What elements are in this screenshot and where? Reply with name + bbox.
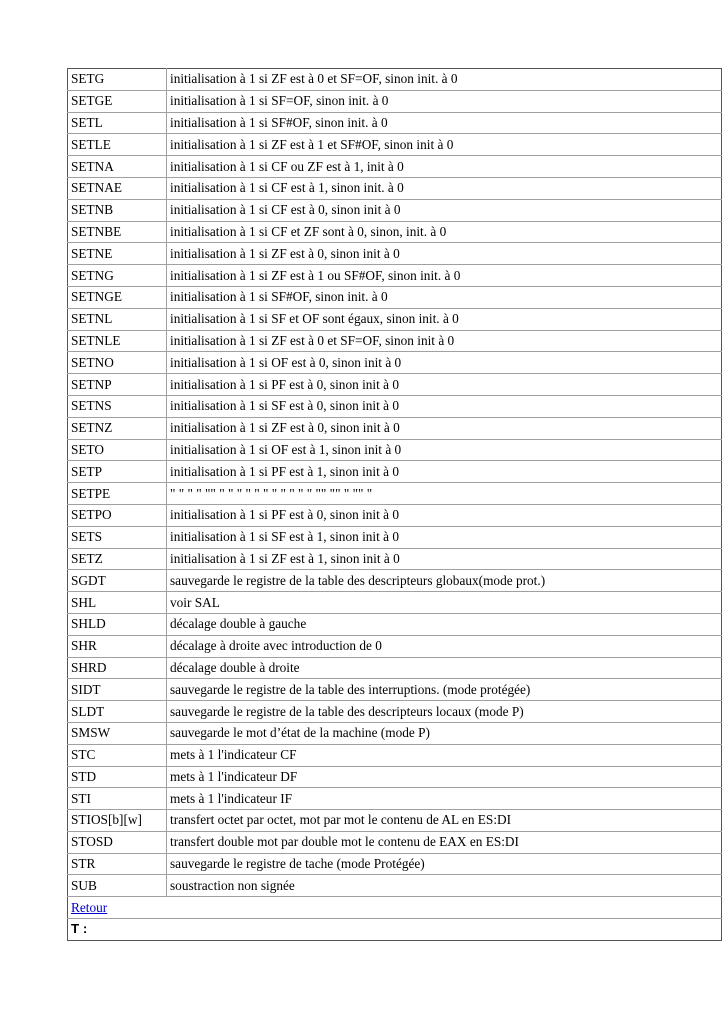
- table-row: [68, 810, 722, 832]
- table-row: [68, 504, 722, 526]
- description-cell: mets à 1 l'indicateur DF: [167, 766, 722, 788]
- table-row: [68, 156, 722, 178]
- table-row: [68, 919, 722, 941]
- mnemonic-cell: SETS: [68, 526, 167, 548]
- table-row: [68, 90, 722, 112]
- mnemonic-cell: SETNE: [68, 243, 167, 265]
- description-cell: initialisation à 1 si OF est à 1, sinon init à 0: [167, 439, 722, 461]
- mnemonic-cell: SGDT: [68, 570, 167, 592]
- table-row: [68, 657, 722, 679]
- mnemonic-cell: SETZ: [68, 548, 167, 570]
- table-row: [68, 112, 722, 134]
- description-cell: initialisation à 1 si ZF est à 0, sinon init à 0: [167, 243, 722, 265]
- description-cell: mets à 1 l'indicateur IF: [167, 788, 722, 810]
- mnemonic-cell: SETNAE: [68, 177, 167, 199]
- table-row: [68, 308, 722, 330]
- table-row: [68, 330, 722, 352]
- table-row: [68, 286, 722, 308]
- description-cell: décalage à droite avec introduction de 0: [167, 635, 722, 657]
- table-row: [68, 570, 722, 592]
- description-cell: initialisation à 1 si CF est à 1, sinon init. à 0: [167, 177, 722, 199]
- table-row: [68, 69, 722, 91]
- mnemonic-cell: SETNA: [68, 156, 167, 178]
- mnemonic-cell: SUB: [68, 875, 167, 897]
- description-cell: voir SAL: [167, 592, 722, 614]
- description-cell: initialisation à 1 si SF=OF, sinon init. à 0: [167, 90, 722, 112]
- mnemonic-cell: STI: [68, 788, 167, 810]
- back-link[interactable]: Retour: [71, 899, 108, 915]
- back-link-cell: [68, 897, 722, 919]
- description-cell: transfert double mot par double mot le contenu de EAX en ES:DI: [167, 831, 722, 853]
- description-cell: transfert octet par octet, mot par mot le contenu de AL en ES:DI: [167, 810, 722, 832]
- mnemonic-cell: SETPO: [68, 504, 167, 526]
- table-row: [68, 897, 722, 919]
- section-heading: T :: [68, 919, 722, 941]
- description-cell: initialisation à 1 si SF et OF sont égaux, sinon init. à 0: [167, 308, 722, 330]
- mnemonic-cell: SETLE: [68, 134, 167, 156]
- mnemonic-cell: SETNB: [68, 199, 167, 221]
- description-cell: initialisation à 1 si OF est à 0, sinon init à 0: [167, 352, 722, 374]
- description-cell: initialisation à 1 si SF est à 1, sinon init à 0: [167, 526, 722, 548]
- mnemonic-cell: SHL: [68, 592, 167, 614]
- mnemonic-cell: SETNZ: [68, 417, 167, 439]
- mnemonic-cell: STIOS[b][w]: [68, 810, 167, 832]
- description-cell: initialisation à 1 si ZF est à 1, sinon init à 0: [167, 548, 722, 570]
- description-cell: initialisation à 1 si PF est à 0, sinon init à 0: [167, 374, 722, 396]
- table-row: [68, 199, 722, 221]
- mnemonic-cell: SETNO: [68, 352, 167, 374]
- table-row: [68, 483, 722, 505]
- description-cell: mets à 1 l'indicateur CF: [167, 744, 722, 766]
- mnemonic-cell: SETL: [68, 112, 167, 134]
- table-row: [68, 788, 722, 810]
- table-row: [68, 352, 722, 374]
- mnemonic-cell: STC: [68, 744, 167, 766]
- table-row: [68, 439, 722, 461]
- description-cell: sauvegarde le mot d’état de la machine (mode P): [167, 722, 722, 744]
- table-row: [68, 134, 722, 156]
- description-cell: soustraction non signée: [167, 875, 722, 897]
- description-cell: initialisation à 1 si SF#OF, sinon init. à 0: [167, 286, 722, 308]
- mnemonic-cell: SETO: [68, 439, 167, 461]
- table-row: [68, 831, 722, 853]
- mnemonic-cell: SLDT: [68, 701, 167, 723]
- mnemonic-cell: SETPE: [68, 483, 167, 505]
- description-cell: initialisation à 1 si PF est à 0, sinon init à 0: [167, 504, 722, 526]
- table-row: [68, 461, 722, 483]
- mnemonic-cell: SETNS: [68, 395, 167, 417]
- description-cell: initialisation à 1 si ZF est à 0 et SF=OF, sinon init. à 0: [167, 69, 722, 91]
- description-cell: " " " " "" " " " " " " " " " " " "" "" " "" ": [167, 483, 722, 505]
- mnemonic-cell: STD: [68, 766, 167, 788]
- mnemonic-cell: SETP: [68, 461, 167, 483]
- description-cell: initialisation à 1 si ZF est à 0, sinon init à 0: [167, 417, 722, 439]
- mnemonic-cell: SETGE: [68, 90, 167, 112]
- description-cell: sauvegarde le registre de tache (mode Protégée): [167, 853, 722, 875]
- table-row: [68, 875, 722, 897]
- description-cell: initialisation à 1 si CF est à 0, sinon init à 0: [167, 199, 722, 221]
- mnemonic-cell: SETG: [68, 69, 167, 91]
- table-row: [68, 221, 722, 243]
- table-row: [68, 243, 722, 265]
- mnemonic-cell: STR: [68, 853, 167, 875]
- table-row: [68, 766, 722, 788]
- table-row: [68, 701, 722, 723]
- mnemonic-cell: SHRD: [68, 657, 167, 679]
- mnemonic-cell: SIDT: [68, 679, 167, 701]
- table-row: [68, 417, 722, 439]
- description-cell: sauvegarde le registre de la table des interruptions. (mode protégée): [167, 679, 722, 701]
- table-row: [68, 592, 722, 614]
- mnemonic-cell: SETNL: [68, 308, 167, 330]
- description-cell: sauvegarde le registre de la table des descripteurs globaux(mode prot.): [167, 570, 722, 592]
- description-cell: décalage double à droite: [167, 657, 722, 679]
- mnemonic-cell: STOSD: [68, 831, 167, 853]
- table-row: [68, 265, 722, 287]
- description-cell: initialisation à 1 si SF est à 0, sinon init à 0: [167, 395, 722, 417]
- mnemonic-cell: SMSW: [68, 722, 167, 744]
- mnemonic-cell: SETNG: [68, 265, 167, 287]
- table-row: [68, 744, 722, 766]
- description-cell: initialisation à 1 si CF ou ZF est à 1, init à 0: [167, 156, 722, 178]
- mnemonic-cell: SHLD: [68, 613, 167, 635]
- table-row: [68, 722, 722, 744]
- mnemonic-cell: SETNLE: [68, 330, 167, 352]
- description-cell: décalage double à gauche: [167, 613, 722, 635]
- table-row: [68, 374, 722, 396]
- mnemonic-cell: SETNP: [68, 374, 167, 396]
- description-cell: initialisation à 1 si CF et ZF sont à 0, sinon, init. à 0: [167, 221, 722, 243]
- mnemonic-cell: SHR: [68, 635, 167, 657]
- table-row: [68, 548, 722, 570]
- description-cell: initialisation à 1 si ZF est à 0 et SF=OF, sinon init à 0: [167, 330, 722, 352]
- instruction-table-body: [68, 69, 722, 941]
- table-row: [68, 526, 722, 548]
- description-cell: initialisation à 1 si SF#OF, sinon init. à 0: [167, 112, 722, 134]
- description-cell: initialisation à 1 si ZF est à 1 ou SF#OF, sinon init. à 0: [167, 265, 722, 287]
- description-cell: sauvegarde le registre de la table des descripteurs locaux (mode P): [167, 701, 722, 723]
- table-row: [68, 635, 722, 657]
- table-row: [68, 395, 722, 417]
- instruction-table: [67, 68, 722, 941]
- mnemonic-cell: SETNBE: [68, 221, 167, 243]
- mnemonic-cell: SETNGE: [68, 286, 167, 308]
- description-cell: initialisation à 1 si PF est à 1, sinon init à 0: [167, 461, 722, 483]
- table-row: [68, 613, 722, 635]
- table-row: [68, 853, 722, 875]
- table-row: [68, 679, 722, 701]
- table-row: [68, 177, 722, 199]
- description-cell: initialisation à 1 si ZF est à 1 et SF#OF, sinon init à 0: [167, 134, 722, 156]
